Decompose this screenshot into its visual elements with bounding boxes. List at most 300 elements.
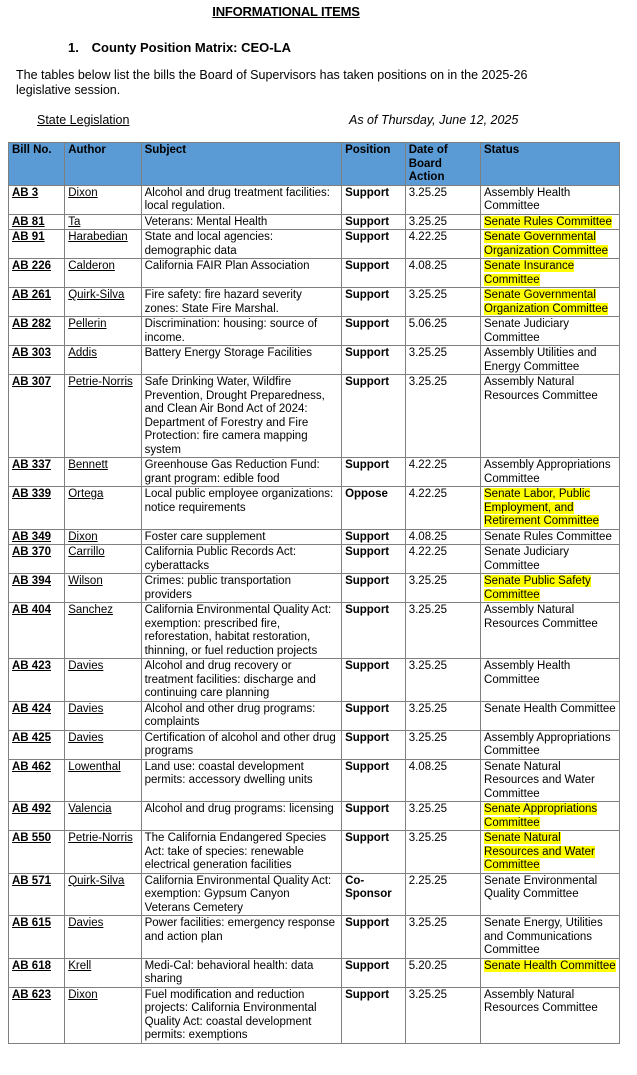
- date-cell: 4.22.25: [408, 546, 448, 558]
- subject-cell: [141, 659, 341, 702]
- bill-link[interactable]: AB 349: [12, 530, 51, 543]
- bill-cell: [9, 831, 65, 874]
- author-link[interactable]: Carrillo: [68, 546, 105, 558]
- subject-cell: Medi-Cal: behavioral health: data sharing: [144, 959, 314, 985]
- status-cell: [481, 214, 620, 230]
- header-position: Position: [342, 143, 406, 186]
- status-cell: [481, 603, 620, 659]
- bill-link[interactable]: AB 226: [12, 260, 51, 272]
- status-cell: Assembly Health Committee: [484, 186, 571, 212]
- author-cell: [65, 958, 141, 987]
- subject-cell: Power facilities: emergency response and action plan: [144, 917, 336, 943]
- subject-cell: [141, 317, 341, 346]
- subject-cell: [141, 831, 341, 874]
- subject-cell: [141, 873, 341, 916]
- position-cell: [342, 987, 406, 1043]
- author-link[interactable]: Sanchez: [68, 604, 113, 616]
- author-cell: [65, 574, 141, 603]
- table-row: [9, 288, 620, 317]
- subject-cell: [141, 603, 341, 659]
- position-cell: [342, 545, 406, 574]
- status-cell: [481, 659, 620, 702]
- author-link[interactable]: Petrie-Norris: [68, 832, 133, 844]
- status-cell: Assembly Health Committee: [484, 660, 571, 686]
- status-cell: Senate Rules Committee: [484, 215, 612, 228]
- date-cell: [405, 259, 480, 288]
- author-link[interactable]: Ta: [68, 215, 81, 228]
- bill-link[interactable]: AB 261: [12, 289, 51, 301]
- status-cell: Senate Natural Resources and Water Committee: [484, 760, 595, 800]
- author-link[interactable]: Petrie-Norris: [68, 376, 133, 388]
- position-cell: [342, 185, 406, 214]
- table-row: [9, 873, 620, 916]
- bill-link[interactable]: AB 462: [12, 760, 51, 773]
- date-cell: [405, 317, 480, 346]
- author-link[interactable]: Calderon: [68, 260, 115, 272]
- position-cell: Support: [345, 803, 390, 815]
- position-cell: [342, 346, 406, 375]
- date-cell: [405, 288, 480, 317]
- position-matrix-table: [8, 142, 620, 1044]
- position-cell: Support: [345, 731, 390, 744]
- bill-cell: [9, 873, 65, 916]
- bill-cell: [9, 529, 65, 545]
- author-cell: [65, 802, 141, 831]
- table-row: [9, 230, 620, 259]
- author-cell: [65, 529, 141, 545]
- bill-cell: [9, 545, 65, 574]
- status-cell: Assembly Natural Resources Committee: [484, 988, 598, 1014]
- bill-cell: [9, 230, 65, 259]
- date-cell: 4.22.25: [408, 488, 448, 500]
- bill-cell: [9, 458, 65, 487]
- date-cell: 3.25.25: [408, 702, 448, 715]
- position-cell: Support: [345, 546, 390, 558]
- author-cell: [65, 873, 141, 916]
- subject-cell: [141, 185, 341, 214]
- status-cell: Assembly Natural Resources Committee: [484, 604, 598, 630]
- position-cell: [342, 958, 406, 987]
- position-cell: Support: [345, 231, 390, 243]
- date-cell: 3.25.25: [408, 803, 448, 815]
- author-link[interactable]: Valencia: [68, 803, 112, 815]
- subject-cell: [141, 802, 341, 831]
- author-link[interactable]: Dixon: [68, 988, 98, 1001]
- date-cell: 3.25.25: [408, 289, 448, 301]
- author-link[interactable]: Davies: [68, 917, 104, 929]
- date-cell: [405, 659, 480, 702]
- item-heading-text: County Position Matrix: CEO-LA: [91, 40, 291, 55]
- date-cell: 3.25.25: [408, 917, 448, 929]
- status-cell: [481, 487, 620, 530]
- header-subject: Subject: [141, 143, 341, 186]
- position-cell: Support: [345, 318, 390, 330]
- author-link[interactable]: Wilson: [68, 575, 103, 587]
- bill-link[interactable]: AB 424: [12, 702, 51, 715]
- subject-cell: [141, 458, 341, 487]
- date-cell: 3.25.25: [408, 660, 448, 672]
- bill-cell: [9, 288, 65, 317]
- status-cell: [481, 458, 620, 487]
- date-cell: [405, 545, 480, 574]
- table-row: [9, 701, 620, 730]
- bill-link[interactable]: AB 282: [12, 318, 51, 330]
- subject-cell: Foster care supplement: [144, 530, 266, 543]
- date-cell: [405, 802, 480, 831]
- status-cell: Assembly Appropriations Committee: [484, 731, 611, 757]
- subject-cell: [141, 574, 341, 603]
- date-cell: 3.25.25: [408, 215, 448, 228]
- status-cell: [481, 701, 620, 730]
- bill-link[interactable]: AB 423: [12, 660, 51, 672]
- position-cell: Support: [345, 760, 390, 773]
- position-cell: Support: [345, 260, 390, 272]
- bill-cell: [9, 987, 65, 1043]
- table-row: [9, 759, 620, 802]
- subject-cell: [141, 545, 341, 574]
- author-cell: [65, 458, 141, 487]
- subject-cell: Discrimination: housing: source of income.: [144, 318, 318, 344]
- position-cell: [342, 916, 406, 959]
- subject-cell: Crimes: public transportation providers: [144, 575, 291, 601]
- bill-link[interactable]: AB 571: [12, 874, 51, 887]
- status-cell: Senate Governmental Organization Committee: [484, 231, 609, 257]
- subject-cell: Veterans: Mental Health: [144, 215, 268, 228]
- date-cell: [405, 730, 480, 759]
- header-date: Date of Board Action: [405, 143, 480, 186]
- bill-link[interactable]: AB 370: [12, 546, 51, 558]
- bill-link[interactable]: AB 425: [12, 731, 51, 744]
- date-cell: [405, 346, 480, 375]
- author-cell: [65, 701, 141, 730]
- bill-cell: [9, 659, 65, 702]
- bill-link[interactable]: AB 492: [12, 803, 51, 815]
- position-cell: Support: [345, 289, 390, 301]
- bill-cell: [9, 259, 65, 288]
- subject-cell: [141, 230, 341, 259]
- bill-cell: [9, 317, 65, 346]
- author-link[interactable]: Davies: [68, 660, 104, 672]
- subject-cell: Alcohol and drug recovery or treatment facilities: discharge and continuing care planning: [144, 660, 316, 699]
- position-cell: [342, 603, 406, 659]
- position-cell: Support: [345, 660, 390, 672]
- subject-cell: [141, 916, 341, 959]
- item-heading: [68, 40, 291, 55]
- table-body: [9, 185, 620, 1043]
- position-cell: [342, 759, 406, 802]
- subject-cell: [141, 259, 341, 288]
- author-cell: [65, 259, 141, 288]
- bill-link[interactable]: AB 3: [12, 186, 39, 199]
- position-cell: [342, 375, 406, 458]
- status-cell: [481, 529, 620, 545]
- table-row: [9, 185, 620, 214]
- status-cell: [481, 259, 620, 288]
- author-cell: [65, 730, 141, 759]
- status-cell: [481, 958, 620, 987]
- status-cell: [481, 759, 620, 802]
- table-row: [9, 574, 620, 603]
- status-cell: Senate Health Committee: [484, 702, 616, 715]
- date-cell: 2.25.25: [408, 874, 448, 887]
- position-cell: Support: [345, 702, 390, 715]
- date-cell: [405, 458, 480, 487]
- table-row: [9, 317, 620, 346]
- author-cell: [65, 759, 141, 802]
- status-cell: Assembly Appropriations Committee: [484, 459, 611, 485]
- status-cell: Senate Judiciary Committee: [484, 318, 570, 344]
- subject-cell: [141, 288, 341, 317]
- table-row: [9, 916, 620, 959]
- bill-cell: [9, 916, 65, 959]
- table-row: [9, 487, 620, 530]
- subject-cell: State and local agencies: demographic data: [144, 231, 274, 257]
- table-row: [9, 375, 620, 458]
- date-cell: [405, 375, 480, 458]
- author-link[interactable]: Pellerin: [68, 318, 107, 330]
- subject-cell: Safe Drinking Water, Wildfire Prevention, Drought Preparedness, and Clean Air Bond Act of 2024: Department of Forestry and Fire Protection: fire camera mapping system: [144, 376, 325, 456]
- status-cell: [481, 574, 620, 603]
- author-cell: [65, 659, 141, 702]
- date-cell: 4.22.25: [408, 231, 448, 243]
- subject-cell: Local public employee organizations: notice requirements: [144, 488, 334, 514]
- date-cell: [405, 185, 480, 214]
- author-link[interactable]: Dixon: [68, 530, 98, 543]
- author-link[interactable]: Dixon: [68, 186, 98, 199]
- date-cell: [405, 958, 480, 987]
- date-cell: 3.25.25: [408, 186, 448, 199]
- author-link[interactable]: Harabedian: [68, 231, 128, 243]
- date-cell: [405, 529, 480, 545]
- position-cell: Support: [345, 575, 390, 587]
- subject-cell: Certification of alcohol and other drug programs: [144, 731, 336, 757]
- table-row: [9, 987, 620, 1043]
- status-cell: [481, 802, 620, 831]
- date-cell: 4.08.25: [408, 530, 448, 543]
- table-row: [9, 958, 620, 987]
- table-row: [9, 529, 620, 545]
- date-cell: 3.25.25: [408, 731, 448, 744]
- header-author: Author: [65, 143, 141, 186]
- header-bill-no: Bill No.: [9, 143, 65, 186]
- bill-cell: [9, 185, 65, 214]
- bill-link[interactable]: AB 550: [12, 832, 51, 844]
- author-cell: [65, 831, 141, 874]
- status-cell: Senate Public Safety Committee: [484, 575, 591, 601]
- position-cell: [342, 317, 406, 346]
- date-cell: [405, 701, 480, 730]
- table-row: [9, 730, 620, 759]
- position-cell: Support: [345, 832, 390, 844]
- date-cell: 3.25.25: [408, 347, 448, 359]
- position-cell: Oppose: [345, 488, 388, 500]
- header-status: Status: [481, 143, 620, 186]
- author-link[interactable]: Bennett: [68, 459, 108, 471]
- section-label: State Legislation: [37, 113, 130, 127]
- subject-cell: California Environmental Quality Act: exemption: Gypsum Canyon Veterans Cemetery: [144, 874, 332, 914]
- position-cell: [342, 214, 406, 230]
- status-cell: Senate Environmental Quality Committee: [484, 874, 598, 900]
- author-cell: [65, 214, 141, 230]
- bill-link[interactable]: AB 623: [12, 988, 51, 1001]
- subject-cell: Battery Energy Storage Facilities: [144, 347, 313, 359]
- status-cell: Assembly Utilities and Energy Committee: [484, 347, 597, 373]
- position-cell: [342, 259, 406, 288]
- subject-cell: California Environmental Quality Act: exemption: prescribed fire, reforestation, habitat restoration, thinning, or fuel reduction projects: [144, 604, 332, 657]
- table-row: [9, 259, 620, 288]
- table-header-row: [9, 143, 620, 186]
- subject-cell: [141, 701, 341, 730]
- author-link[interactable]: Addis: [68, 347, 97, 359]
- author-link[interactable]: Ortega: [68, 488, 104, 500]
- table-row: [9, 214, 620, 230]
- position-cell: Support: [345, 186, 390, 199]
- status-cell: Assembly Natural Resources Committee: [484, 376, 598, 402]
- date-cell: [405, 987, 480, 1043]
- date-cell: 3.25.25: [408, 988, 448, 1001]
- author-cell: [65, 346, 141, 375]
- date-cell: 5.20.25: [408, 959, 448, 972]
- position-cell: [342, 487, 406, 530]
- author-cell: [65, 185, 141, 214]
- table-row: [9, 346, 620, 375]
- author-link[interactable]: Davies: [68, 702, 104, 715]
- bill-link[interactable]: AB 394: [12, 575, 51, 587]
- bill-cell: [9, 214, 65, 230]
- date-cell: [405, 487, 480, 530]
- author-cell: [65, 487, 141, 530]
- status-cell: [481, 545, 620, 574]
- position-cell: Co-Sponsor: [345, 874, 392, 900]
- status-cell: [481, 230, 620, 259]
- position-cell: [342, 230, 406, 259]
- status-cell: [481, 916, 620, 959]
- table-row: [9, 659, 620, 702]
- subject-cell: [141, 759, 341, 802]
- bill-link[interactable]: AB 404: [12, 604, 51, 616]
- status-cell: Senate Rules Committee: [484, 530, 612, 543]
- table-row: [9, 802, 620, 831]
- status-cell: Senate Energy, Utilities and Communications Committee: [484, 917, 603, 956]
- as-of-date: As of Thursday, June 12, 2025: [349, 113, 519, 127]
- position-cell: [342, 659, 406, 702]
- author-cell: [65, 603, 141, 659]
- subject-cell: [141, 375, 341, 458]
- date-cell: 4.08.25: [408, 760, 448, 773]
- status-cell: Senate Insurance Committee: [484, 260, 575, 286]
- date-cell: 3.25.25: [408, 832, 448, 844]
- date-cell: 3.25.25: [408, 376, 448, 388]
- status-cell: [481, 288, 620, 317]
- subject-cell: [141, 958, 341, 987]
- subject-cell: Greenhouse Gas Reduction Fund: grant program: edible food: [144, 459, 320, 485]
- status-cell: [481, 346, 620, 375]
- subject-cell: Alcohol and drug treatment facilities: local regulation.: [144, 186, 330, 212]
- position-cell: Support: [345, 917, 390, 929]
- bill-cell: [9, 802, 65, 831]
- bill-link[interactable]: AB 307: [12, 376, 51, 388]
- author-cell: [65, 916, 141, 959]
- author-cell: [65, 987, 141, 1043]
- bill-link[interactable]: AB 337: [12, 459, 51, 471]
- bill-link[interactable]: AB 615: [12, 917, 51, 929]
- position-cell: [342, 288, 406, 317]
- bill-link[interactable]: AB 618: [12, 959, 51, 972]
- subject-cell: Land use: coastal development permits: accessory dwelling units: [144, 760, 313, 786]
- position-cell: Support: [345, 459, 390, 471]
- bill-cell: [9, 958, 65, 987]
- subject-cell: [141, 214, 341, 230]
- bill-link[interactable]: AB 81: [12, 215, 45, 228]
- subject-cell: [141, 487, 341, 530]
- bill-cell: [9, 487, 65, 530]
- status-cell: [481, 317, 620, 346]
- position-cell: [342, 730, 406, 759]
- bill-cell: [9, 759, 65, 802]
- subject-cell: [141, 730, 341, 759]
- date-cell: 5.06.25: [408, 318, 448, 330]
- position-cell: [342, 574, 406, 603]
- author-cell: [65, 230, 141, 259]
- author-cell: [65, 375, 141, 458]
- subject-cell: Fuel modification and reduction projects: California Environmental Quality Act: coastal development permits: exemptions: [144, 988, 317, 1041]
- author-link[interactable]: Quirk-Silva: [68, 289, 125, 301]
- subject-cell: [141, 987, 341, 1043]
- bill-link[interactable]: AB 339: [12, 488, 51, 500]
- date-cell: [405, 214, 480, 230]
- status-cell: Senate Natural Resources and Water Committee: [484, 832, 595, 871]
- author-link[interactable]: Davies: [68, 731, 104, 744]
- position-cell: Support: [345, 215, 390, 228]
- position-cell: [342, 802, 406, 831]
- subject-cell: The California Endangered Species Act: take of species: renewable electrical generation facilities: [144, 832, 327, 871]
- status-cell: Senate Health Committee: [484, 959, 616, 972]
- bill-cell: [9, 701, 65, 730]
- position-cell: Support: [345, 988, 390, 1001]
- date-cell: [405, 759, 480, 802]
- status-cell: [481, 375, 620, 458]
- bill-link[interactable]: AB 303: [12, 347, 51, 359]
- author-link[interactable]: Quirk-Silva: [68, 874, 125, 887]
- status-cell: Senate Judiciary Committee: [484, 546, 570, 572]
- item-number: 1.: [68, 40, 79, 55]
- date-cell: [405, 230, 480, 259]
- position-cell: [342, 701, 406, 730]
- date-cell: [405, 603, 480, 659]
- position-cell: [342, 529, 406, 545]
- date-cell: 3.25.25: [408, 575, 448, 587]
- status-cell: [481, 831, 620, 874]
- table-row: [9, 603, 620, 659]
- position-cell: Support: [345, 959, 390, 972]
- status-cell: Senate Governmental Organization Committee: [484, 289, 609, 315]
- author-link[interactable]: Lowenthal: [68, 760, 121, 773]
- bill-link[interactable]: AB 91: [12, 231, 45, 243]
- date-cell: 3.25.25: [408, 604, 448, 616]
- status-cell: [481, 185, 620, 214]
- subject-cell: Fire safety: fire hazard severity zones: State Fire Marshal.: [144, 289, 302, 315]
- subject-cell: California Public Records Act: cyberattacks: [144, 546, 297, 572]
- author-link[interactable]: Krell: [68, 959, 92, 972]
- subject-cell: [141, 529, 341, 545]
- intro-paragraph: The tables below list the bills the Board of Supervisors has taken positions on in the 2025-26 legislative session.: [16, 68, 528, 97]
- bill-cell: [9, 603, 65, 659]
- date-cell: [405, 873, 480, 916]
- position-cell: [342, 831, 406, 874]
- position-cell: Support: [345, 604, 390, 616]
- position-cell: Support: [345, 530, 390, 543]
- position-cell: Support: [345, 347, 390, 359]
